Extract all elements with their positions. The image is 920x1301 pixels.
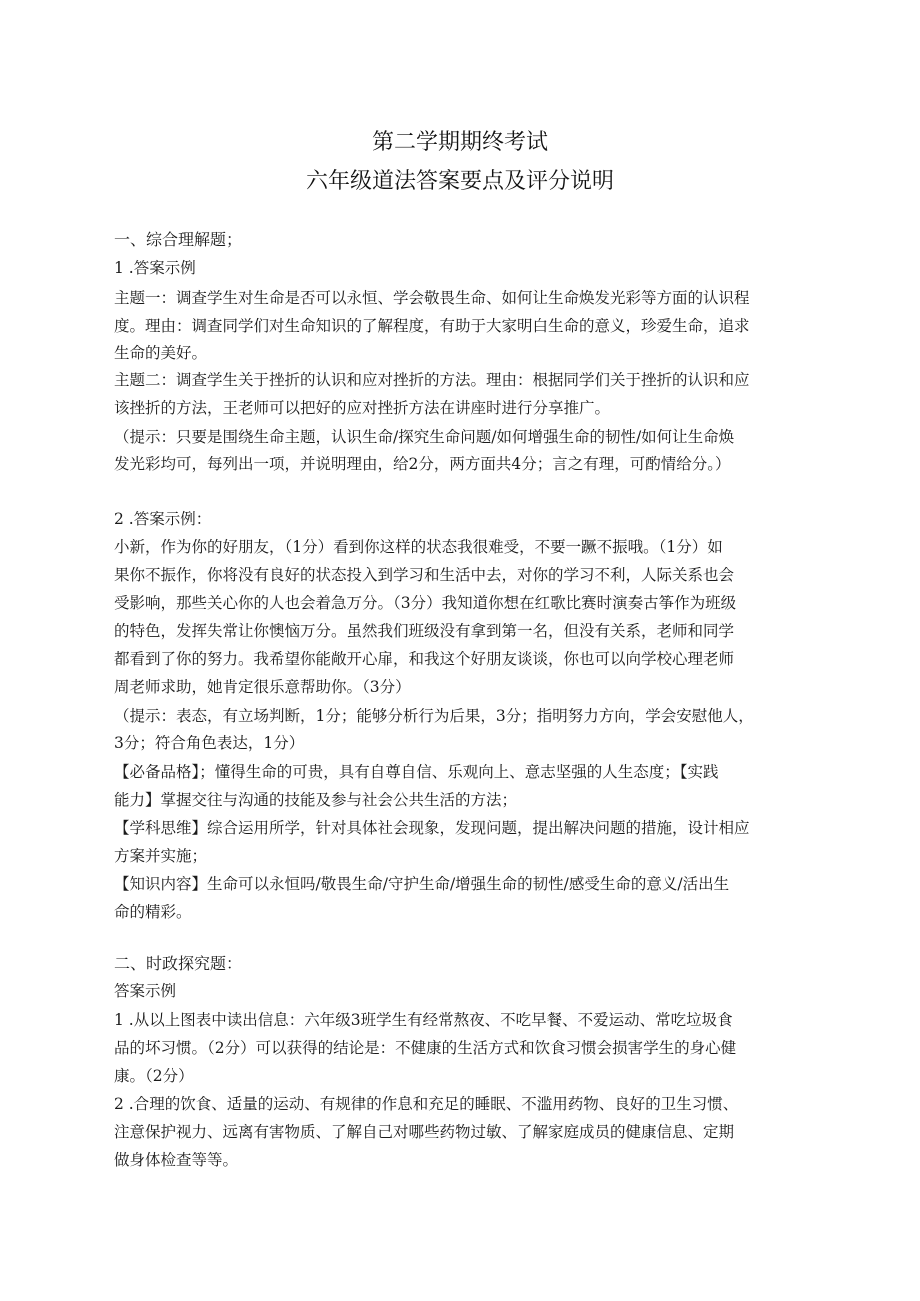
section2-line: 2 .合理的饮食、适量的运动、有规律的作息和充足的睡眠、不滥用药物、良好的卫生习惯、	[114, 1095, 739, 1113]
q2-line: 小新，作为你的好朋友，（1分）看到你这样的状态我很难受，不要一蹶不振哦。（1分）如	[114, 538, 723, 556]
section2-heading: 二、时政探究题：	[114, 954, 243, 973]
q1-line: 度。理由：调查同学们对生命知识的了解程度，有助于大家明白生命的意义，珍爱生命，追求	[114, 317, 750, 335]
q2-line: 都看到了你的努力。我希望你能敞开心扉，和我这个好朋友谈谈，你也可以向学校心理老师	[114, 650, 735, 668]
q1-line: 生命的美好。	[114, 344, 208, 362]
section1-heading: 一、综合理解题；	[114, 230, 243, 249]
q1-line: 主题二：调查学生关于挫折的认识和应对挫折的方法。理由：根据同学们关于挫折的认识和应	[114, 371, 750, 389]
q2-line: 果你不振作，你将没有良好的状态投入到学习和生活中去，对你的学习不利，人际关系也会	[114, 566, 735, 584]
section2-sublabel: 答案示例	[114, 982, 177, 1000]
document-title: 第二学期期终考试	[371, 130, 548, 155]
q1-hint-line: （提示：只要是围绕生命主题，认识生命/探究生命问题/如何增强生命的韧性/如何让生命焕	[114, 428, 735, 446]
section2-line: 康。（2分）	[114, 1067, 194, 1085]
q2-competency-line: 【必备品格】；懂得生命的可贵，具有自尊自信、乐观向上、意志坚强的人生态度；【实践	[114, 763, 719, 781]
section2-line: 1 .从以上图表中读出信息：六年级3班学生有经常熬夜、不吃早餐、不爱运动、常吃垃圾食	[114, 1011, 733, 1029]
document-subtitle: 六年级道法答案要点及评分说明	[305, 169, 614, 194]
q2-competency-line: 【知识内容】生命可以永恒吗/敬畏生命/守护生命/增强生命的韧性/感受生命的意义/活出生	[114, 875, 730, 893]
section2-line: 品的坏习惯。（2分）可以获得的结论是：不健康的生活方式和饮食习惯会损害学生的身心健	[114, 1039, 737, 1057]
q2-line: 周老师求助，她肯定很乐意帮助你。（3分）	[114, 678, 411, 696]
q2-hint-line: （提示：表态，有立场判断，1分；能够分析行为后果，3分；指明努力方向，学会安慰他人，	[114, 707, 754, 725]
section2-line: 做身体检查等等。	[114, 1151, 239, 1169]
q2-label: 2 .答案示例：	[114, 510, 212, 528]
q2-line: 的特色，发挥失常让你懊恼万分。虽然我们班级没有拿到第一名，但没有关系，老师和同学	[114, 622, 735, 640]
q2-competency-line: 方案并实施；	[114, 847, 208, 865]
q1-line: 该挫折的方法，王老师可以把好的应对挫折方法在讲座时进行分享推广。	[114, 399, 611, 417]
q1-label: 1 .答案示例	[114, 259, 196, 277]
q2-competency-line: 命的精彩。	[114, 903, 192, 921]
q1-line: 主题一：调查学生对生命是否可以永恒、学会敬畏生命、如何让生命焕发光彩等方面的认识程	[114, 289, 750, 307]
q2-line: 受影响，那些关心你的人也会着急万分。（3分）我知道你想在红歌比赛时演奏古筝作为班级	[114, 594, 737, 612]
q1-hint-line: 发光彩均可，每列出一项，并说明理由，给2分，两方面共4分；言之有理，可酌情给分。）	[114, 455, 731, 473]
q2-hint-line: 3分；符合角色表达，1分）	[114, 734, 305, 752]
q2-competency-line: 能力】掌握交往与沟通的技能及参与社会公共生活的方法；	[114, 791, 518, 809]
section2-line: 注意保护视力、远离有害物质、了解自己对哪些药物过敏、了解家庭成员的健康信息、定期	[114, 1123, 735, 1141]
q2-competency-line: 【学科思维】综合运用所学，针对具体社会现象，发现问题，提出解决问题的措施，设计相应	[114, 819, 750, 837]
